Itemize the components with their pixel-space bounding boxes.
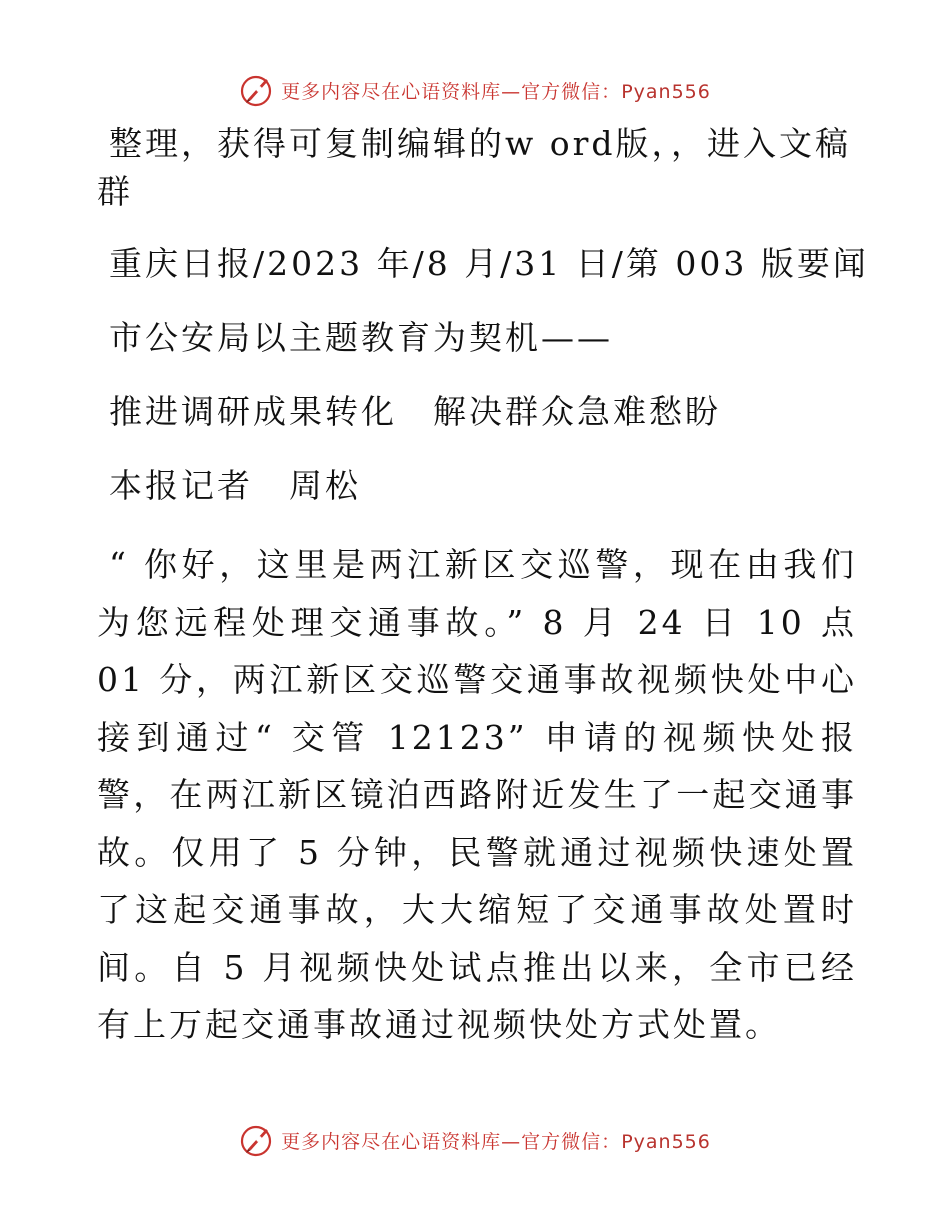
watermark-wechat-id: Pyan556 [621, 80, 711, 103]
body-paragraph: “ 你好，这里是两江新区交巡警，现在由我们为您远程处理交通事故。” 8 月 24 日 10 点 01 分，两江新区交巡警交通事故视频快处中心接到通过“ 交管 12123” 申请的视频快处报警，在两江新区镜泊西路附近发生了一起交通事故。仅用了 5 分钟，民警就通过视频快速处置了这起交通事故，大大缩短了交通事故处置时间。自 5 月视频快处试点推出以来，全市已经有上万起交通事故通过视频快处方式处置。 [97, 545, 857, 1044]
byline: 本报记者 周松 [109, 466, 361, 505]
intro-note: 整理，获得可复制编辑的w ord版，，进入文稿群 [97, 124, 852, 211]
headline: 推进调研成果转化 解决群众急难愁盼 [109, 392, 721, 431]
document-body [97, 120, 869, 1054]
footer-watermark-banner [0, 1120, 950, 1160]
watermark-slogan: 更多内容尽在心语资料库 [281, 80, 502, 103]
watermark-slogan: 更多内容尽在心语资料库 [281, 1130, 502, 1153]
source-line: 重庆日报/2023 年/8 月/31 日/第 003 版要闻 [109, 244, 869, 283]
watermark-wechat-label: 官方微信： [521, 80, 622, 103]
watermark-separator: — [501, 1130, 522, 1153]
watermark-separator: — [501, 80, 522, 103]
watermark-wechat-label: 官方微信： [521, 1130, 622, 1153]
header-watermark-banner [0, 70, 950, 110]
watermark-wechat-id: Pyan556 [621, 1130, 711, 1153]
quill-logo-icon [239, 1122, 275, 1158]
kicker-line: 市公安局以主题教育为契机—— [109, 318, 613, 357]
watermark-text [281, 77, 711, 104]
watermark-text [281, 1127, 711, 1154]
quill-logo-icon [239, 72, 275, 108]
